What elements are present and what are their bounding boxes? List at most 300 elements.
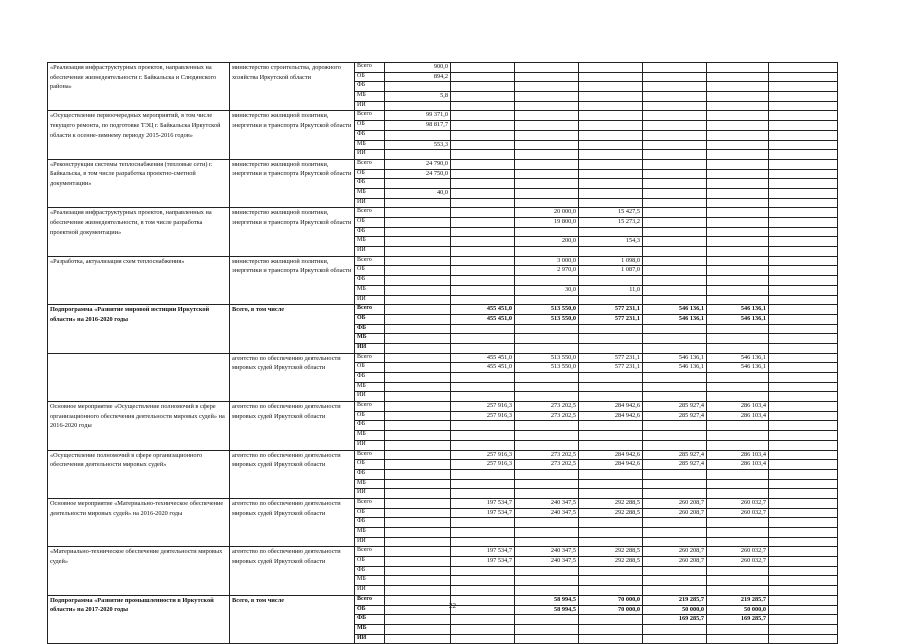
table-row: [48, 353, 838, 363]
amount-cell: [643, 479, 707, 489]
amount-cell: 98 817,7: [385, 121, 451, 131]
funding-source-cell: ФБ: [355, 227, 385, 237]
amount-cell: [451, 227, 515, 237]
amount-cell: [515, 624, 579, 634]
amount-cell: [451, 121, 515, 131]
amount-cell: [579, 469, 643, 479]
amount-cell: [515, 479, 579, 489]
funding-source-cell: ИИ: [355, 537, 385, 547]
amount-cell: [707, 421, 769, 431]
amount-cell: 58 994,5: [515, 605, 579, 615]
activity-name-cell: Основное мероприятие «Осуществление полномочий в сфере организационного обеспечения деятельности мировых судей» на 2016-2020 годы: [48, 402, 230, 450]
responsible-executor-cell: агентство по обеспечению деятельности мировых судей Иркутской области: [230, 547, 355, 595]
funding-source-cell: ОБ: [355, 72, 385, 82]
amount-cell: [643, 334, 707, 344]
amount-cell: [385, 198, 451, 208]
amount-cell: [451, 479, 515, 489]
amount-cell: [451, 150, 515, 160]
amount-cell: [707, 72, 769, 82]
funding-source-cell: Всего: [355, 63, 385, 73]
amount-cell: 284 942,6: [579, 450, 643, 460]
amount-cell: [579, 373, 643, 383]
amount-cell: [707, 295, 769, 305]
amount-cell: [579, 92, 643, 102]
amount-cell: [769, 140, 838, 150]
amount-cell: [643, 256, 707, 266]
amount-cell: 219 285,7: [643, 595, 707, 605]
funding-source-cell: МБ: [355, 188, 385, 198]
amount-cell: [451, 586, 515, 596]
amount-cell: 260 208,7: [643, 498, 707, 508]
amount-cell: [515, 392, 579, 402]
activity-name-cell: Подпрограмма «Развитие промышленности в Иркутской области» на 2017-2020 годы: [48, 595, 230, 643]
amount-cell: [579, 615, 643, 625]
amount-cell: [515, 92, 579, 102]
amount-cell: 240 347,5: [515, 508, 579, 518]
amount-cell: [385, 208, 451, 218]
amount-cell: [579, 624, 643, 634]
amount-cell: [579, 295, 643, 305]
amount-cell: [643, 82, 707, 92]
amount-cell: [579, 179, 643, 189]
amount-cell: [769, 324, 838, 334]
amount-cell: 292 288,5: [579, 547, 643, 557]
amount-cell: [515, 63, 579, 73]
amount-cell: [579, 169, 643, 179]
table-row: [48, 63, 838, 73]
amount-cell: 546 136,1: [643, 353, 707, 363]
amount-cell: [579, 159, 643, 169]
table-row: [48, 208, 838, 218]
amount-cell: 30,0: [515, 285, 579, 295]
responsible-executor-cell: агентство по обеспечению деятельности мировых судей Иркутской области: [230, 498, 355, 546]
amount-cell: 1 087,0: [579, 266, 643, 276]
amount-cell: [579, 634, 643, 644]
amount-cell: [769, 218, 838, 228]
amount-cell: 455 451,0: [451, 363, 515, 373]
amount-cell: [451, 63, 515, 73]
amount-cell: [643, 266, 707, 276]
amount-cell: [769, 101, 838, 111]
amount-cell: 40,0: [385, 188, 451, 198]
amount-cell: [451, 72, 515, 82]
amount-cell: [707, 489, 769, 499]
amount-cell: [451, 198, 515, 208]
amount-cell: [385, 373, 451, 383]
funding-source-cell: ИИ: [355, 586, 385, 596]
amount-cell: [385, 353, 451, 363]
amount-cell: [769, 92, 838, 102]
amount-cell: [451, 256, 515, 266]
amount-cell: [451, 431, 515, 441]
amount-cell: 24 750,0: [385, 169, 451, 179]
amount-cell: [643, 537, 707, 547]
amount-cell: 285 927,4: [643, 460, 707, 470]
amount-cell: [451, 624, 515, 634]
funding-source-cell: ОБ: [355, 363, 385, 373]
amount-cell: [385, 547, 451, 557]
funding-source-cell: МБ: [355, 382, 385, 392]
amount-cell: 200,0: [515, 237, 579, 247]
amount-cell: 197 534,7: [451, 557, 515, 567]
amount-cell: [707, 101, 769, 111]
funding-source-cell: МБ: [355, 285, 385, 295]
amount-cell: [451, 130, 515, 140]
amount-cell: [579, 566, 643, 576]
amount-cell: [579, 72, 643, 82]
amount-cell: [769, 343, 838, 353]
amount-cell: 197 534,7: [451, 547, 515, 557]
amount-cell: 273 202,5: [515, 460, 579, 470]
amount-cell: [707, 566, 769, 576]
amount-cell: 70 000,0: [579, 605, 643, 615]
amount-cell: [579, 140, 643, 150]
amount-cell: [769, 72, 838, 82]
amount-cell: [385, 247, 451, 257]
amount-cell: 286 103,4: [707, 402, 769, 412]
amount-cell: [707, 111, 769, 121]
amount-cell: [769, 508, 838, 518]
amount-cell: [643, 130, 707, 140]
amount-cell: 273 202,5: [515, 450, 579, 460]
amount-cell: [769, 402, 838, 412]
amount-cell: 169 285,7: [707, 615, 769, 625]
funding-source-cell: ОБ: [355, 121, 385, 131]
amount-cell: [769, 489, 838, 499]
funding-source-cell: ИИ: [355, 101, 385, 111]
amount-cell: [769, 498, 838, 508]
amount-cell: [451, 566, 515, 576]
amount-cell: 900,0: [385, 63, 451, 73]
amount-cell: [451, 140, 515, 150]
funding-source-cell: ФБ: [355, 130, 385, 140]
amount-cell: [579, 586, 643, 596]
amount-cell: [579, 576, 643, 586]
amount-cell: [707, 63, 769, 73]
amount-cell: [769, 624, 838, 634]
activity-name-cell: Подпрограмма «Развитие мировой юстиции Иркутской области» на 2016-2020 годы: [48, 305, 230, 353]
amount-cell: [451, 382, 515, 392]
amount-cell: [579, 247, 643, 257]
amount-cell: [643, 285, 707, 295]
amount-cell: [451, 634, 515, 644]
amount-cell: [385, 557, 451, 567]
amount-cell: [579, 198, 643, 208]
funding-source-cell: ФБ: [355, 82, 385, 92]
amount-cell: [643, 382, 707, 392]
amount-cell: [385, 101, 451, 111]
amount-cell: [451, 188, 515, 198]
amount-cell: [579, 489, 643, 499]
amount-cell: [451, 334, 515, 344]
funding-source-cell: ФБ: [355, 179, 385, 189]
amount-cell: [643, 101, 707, 111]
amount-cell: [643, 566, 707, 576]
amount-cell: [385, 285, 451, 295]
amount-cell: [769, 188, 838, 198]
amount-cell: [769, 305, 838, 315]
amount-cell: [707, 285, 769, 295]
amount-cell: [385, 634, 451, 644]
amount-cell: 260 208,7: [643, 547, 707, 557]
amount-cell: [579, 188, 643, 198]
responsible-executor-cell: агентство по обеспечению деятельности мировых судей Иркутской области: [230, 402, 355, 450]
amount-cell: 546 136,1: [643, 314, 707, 324]
amount-cell: [451, 159, 515, 169]
funding-source-cell: ФБ: [355, 421, 385, 431]
amount-cell: 546 136,1: [707, 353, 769, 363]
amount-cell: [769, 198, 838, 208]
amount-cell: [643, 518, 707, 528]
amount-cell: 546 136,1: [707, 305, 769, 315]
amount-cell: [707, 276, 769, 286]
funding-source-cell: ФБ: [355, 566, 385, 576]
amount-cell: [385, 479, 451, 489]
amount-cell: 50 000,0: [643, 605, 707, 615]
amount-cell: 546 136,1: [707, 363, 769, 373]
amount-cell: [643, 140, 707, 150]
amount-cell: [643, 169, 707, 179]
amount-cell: [769, 469, 838, 479]
amount-cell: [707, 586, 769, 596]
amount-cell: [579, 111, 643, 121]
amount-cell: [451, 285, 515, 295]
amount-cell: [643, 469, 707, 479]
amount-cell: [707, 479, 769, 489]
amount-cell: [769, 63, 838, 73]
amount-cell: [515, 188, 579, 198]
amount-cell: [579, 382, 643, 392]
amount-cell: [451, 237, 515, 247]
funding-source-cell: ИИ: [355, 489, 385, 499]
amount-cell: 58 994,5: [515, 595, 579, 605]
amount-cell: [385, 498, 451, 508]
amount-cell: [769, 566, 838, 576]
amount-cell: 240 347,5: [515, 557, 579, 567]
funding-source-cell: МБ: [355, 576, 385, 586]
amount-cell: [385, 343, 451, 353]
amount-cell: [385, 411, 451, 421]
amount-cell: [451, 489, 515, 499]
amount-cell: [515, 111, 579, 121]
amount-cell: [769, 363, 838, 373]
amount-cell: [769, 373, 838, 383]
amount-cell: 546 136,1: [643, 305, 707, 315]
amount-cell: 154,3: [579, 237, 643, 247]
responsible-executor-cell: министерство жилищной политики, энергетики и транспорта Иркутской области: [230, 256, 355, 304]
amount-cell: [707, 431, 769, 441]
table-row: [48, 547, 838, 557]
activity-name-cell: «Осуществление полномочий в сфере организационного обеспечения деятельности мировых судей»: [48, 450, 230, 498]
amount-cell: [515, 179, 579, 189]
amount-cell: [385, 305, 451, 315]
amount-cell: [769, 169, 838, 179]
funding-source-cell: ОБ: [355, 605, 385, 615]
amount-cell: 15 427,5: [579, 208, 643, 218]
funding-source-cell: Всего: [355, 353, 385, 363]
amount-cell: [515, 634, 579, 644]
amount-cell: [385, 431, 451, 441]
responsible-executor-cell: Всего, в том числе: [230, 595, 355, 643]
amount-cell: [515, 198, 579, 208]
funding-source-cell: ФБ: [355, 276, 385, 286]
amount-cell: [451, 169, 515, 179]
amount-cell: [515, 343, 579, 353]
amount-cell: [769, 314, 838, 324]
amount-cell: [579, 101, 643, 111]
amount-cell: 292 288,5: [579, 508, 643, 518]
amount-cell: [579, 431, 643, 441]
amount-cell: 197 534,7: [451, 498, 515, 508]
amount-cell: 285 927,4: [643, 402, 707, 412]
amount-cell: [707, 198, 769, 208]
amount-cell: [515, 489, 579, 499]
amount-cell: [385, 150, 451, 160]
amount-cell: 286 103,4: [707, 411, 769, 421]
amount-cell: [769, 634, 838, 644]
amount-cell: 15 273,2: [579, 218, 643, 228]
table-row: [48, 498, 838, 508]
funding-source-cell: Всего: [355, 450, 385, 460]
table-row: [48, 402, 838, 412]
funding-source-cell: ФБ: [355, 324, 385, 334]
amount-cell: [769, 334, 838, 344]
funding-source-cell: Всего: [355, 256, 385, 266]
amount-cell: [515, 431, 579, 441]
amount-cell: [385, 179, 451, 189]
amount-cell: [769, 586, 838, 596]
amount-cell: 284 942,6: [579, 402, 643, 412]
amount-cell: [451, 92, 515, 102]
table-row: [48, 111, 838, 121]
amount-cell: 11,0: [579, 285, 643, 295]
amount-cell: [643, 343, 707, 353]
amount-cell: [643, 295, 707, 305]
funding-source-cell: Всего: [355, 402, 385, 412]
amount-cell: [451, 324, 515, 334]
amount-cell: [451, 82, 515, 92]
funding-source-cell: ОБ: [355, 314, 385, 324]
funding-source-cell: ФБ: [355, 373, 385, 383]
amount-cell: [769, 528, 838, 538]
amount-cell: [707, 92, 769, 102]
amount-cell: 513 550,0: [515, 363, 579, 373]
amount-cell: [643, 111, 707, 121]
amount-cell: [769, 159, 838, 169]
budget-table: [47, 62, 838, 644]
amount-cell: [769, 392, 838, 402]
amount-cell: [385, 237, 451, 247]
amount-cell: [385, 363, 451, 373]
amount-cell: [515, 295, 579, 305]
amount-cell: [385, 218, 451, 228]
amount-cell: [769, 440, 838, 450]
amount-cell: [579, 421, 643, 431]
funding-source-cell: Всего: [355, 547, 385, 557]
funding-source-cell: ОБ: [355, 218, 385, 228]
amount-cell: [451, 528, 515, 538]
amount-cell: 260 208,7: [643, 508, 707, 518]
amount-cell: [769, 411, 838, 421]
amount-cell: 292 288,5: [579, 498, 643, 508]
amount-cell: [707, 169, 769, 179]
funding-source-cell: Всего: [355, 208, 385, 218]
amount-cell: [769, 276, 838, 286]
amount-cell: [769, 121, 838, 131]
amount-cell: [385, 324, 451, 334]
amount-cell: 577 231,1: [579, 363, 643, 373]
amount-cell: [707, 576, 769, 586]
amount-cell: [515, 324, 579, 334]
amount-cell: 455 451,0: [451, 353, 515, 363]
amount-cell: [451, 218, 515, 228]
amount-cell: [707, 343, 769, 353]
amount-cell: [643, 576, 707, 586]
amount-cell: [579, 82, 643, 92]
amount-cell: [385, 537, 451, 547]
funding-source-cell: МБ: [355, 237, 385, 247]
amount-cell: [643, 208, 707, 218]
table-row: [48, 450, 838, 460]
funding-source-cell: ОБ: [355, 169, 385, 179]
amount-cell: [515, 72, 579, 82]
amount-cell: 19 800,0: [515, 218, 579, 228]
responsible-executor-cell: агентство по обеспечению деятельности мировых судей Иркутской области: [230, 450, 355, 498]
amount-cell: 5,8: [385, 92, 451, 102]
funding-source-cell: ИИ: [355, 150, 385, 160]
amount-cell: [451, 208, 515, 218]
amount-cell: [515, 247, 579, 257]
amount-cell: [385, 334, 451, 344]
amount-cell: 20 000,0: [515, 208, 579, 218]
funding-source-cell: ОБ: [355, 411, 385, 421]
amount-cell: 260 032,7: [707, 547, 769, 557]
funding-source-cell: МБ: [355, 431, 385, 441]
amount-cell: [515, 537, 579, 547]
responsible-executor-cell: Всего, в том числе: [230, 305, 355, 353]
amount-cell: [769, 82, 838, 92]
amount-cell: [643, 373, 707, 383]
amount-cell: 546 136,1: [707, 314, 769, 324]
amount-cell: 577 231,1: [579, 314, 643, 324]
amount-cell: [515, 227, 579, 237]
funding-source-cell: МБ: [355, 624, 385, 634]
amount-cell: [707, 130, 769, 140]
amount-cell: [769, 208, 838, 218]
amount-cell: [643, 179, 707, 189]
funding-source-cell: ФБ: [355, 469, 385, 479]
funding-source-cell: МБ: [355, 140, 385, 150]
amount-cell: [515, 130, 579, 140]
amount-cell: [643, 159, 707, 169]
amount-cell: [579, 150, 643, 160]
amount-cell: [707, 528, 769, 538]
amount-cell: [385, 314, 451, 324]
amount-cell: [769, 130, 838, 140]
amount-cell: [515, 373, 579, 383]
amount-cell: [769, 518, 838, 528]
amount-cell: [643, 421, 707, 431]
responsible-executor-cell: министерство строительства, дорожного хозяйства Иркутской области: [230, 63, 355, 111]
amount-cell: 70 000,0: [579, 595, 643, 605]
funding-source-cell: ИИ: [355, 634, 385, 644]
amount-cell: [643, 92, 707, 102]
amount-cell: [515, 421, 579, 431]
activity-name-cell: «Реконструкция системы теплоснабжения (тепловые сети) г. Байкальска, в том числе разработка проектно-сметной документации»: [48, 159, 230, 207]
amount-cell: [769, 266, 838, 276]
amount-cell: 284 942,6: [579, 460, 643, 470]
funding-source-cell: ФБ: [355, 615, 385, 625]
